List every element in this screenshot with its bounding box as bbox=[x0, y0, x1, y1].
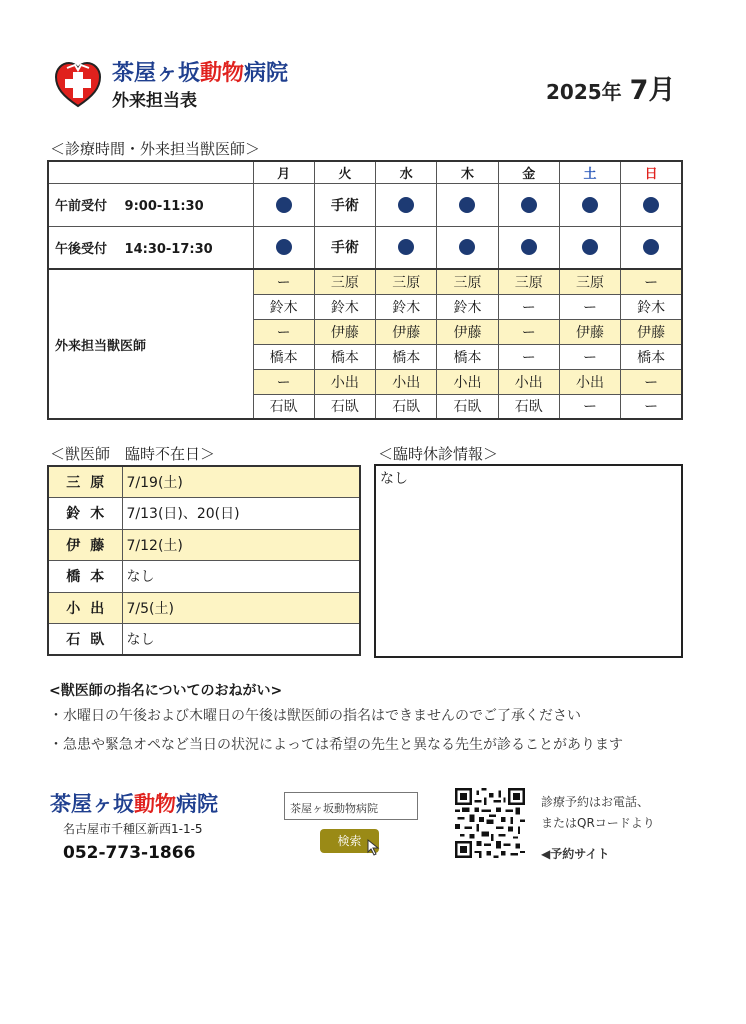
search-button[interactable]: 検索 bbox=[320, 829, 379, 853]
reservation-text: またはQRコードより bbox=[541, 816, 655, 830]
doctor-name: 石臥 bbox=[48, 624, 122, 656]
absence-row bbox=[48, 561, 360, 593]
open-dot-icon bbox=[276, 197, 292, 213]
footer-address: 名古屋市千種区新西1-1-5 bbox=[63, 822, 203, 836]
header-blank bbox=[48, 161, 253, 183]
open-dot-icon bbox=[521, 197, 537, 213]
open-dot-icon bbox=[398, 197, 414, 213]
open-dot-icon bbox=[276, 239, 292, 255]
doctor-cell: 伊藤 bbox=[376, 319, 437, 344]
doctor-cell: ー bbox=[559, 344, 620, 369]
open-dot-icon bbox=[398, 239, 414, 255]
absence-dates: なし bbox=[122, 624, 360, 656]
doctor-cell: 三原 bbox=[376, 269, 437, 294]
doctor-cell: ー bbox=[253, 319, 314, 344]
doctor-cell: 橋本 bbox=[437, 344, 498, 369]
day-header: 月 bbox=[253, 161, 314, 183]
doctor-name: 小出 bbox=[48, 592, 122, 624]
reservation-text: 診療予約はお電話、 bbox=[541, 795, 650, 809]
doctor-cell: 鈴木 bbox=[376, 294, 437, 319]
doctor-cell: 小出 bbox=[437, 369, 498, 394]
doctor-cell: 三原 bbox=[498, 269, 559, 294]
open-dot-icon bbox=[643, 197, 659, 213]
request-title: <獣医師の指名についてのおねがい> bbox=[49, 683, 283, 699]
pointer-cursor-icon bbox=[366, 838, 382, 856]
doctor-cell: 鈴木 bbox=[253, 294, 314, 319]
doctor-cell: 三原 bbox=[437, 269, 498, 294]
day-header: 水 bbox=[376, 161, 437, 183]
session-row-afternoon bbox=[48, 226, 682, 269]
schedule-table bbox=[47, 160, 683, 420]
open-dot-icon bbox=[582, 239, 598, 255]
doctor-cell: 伊藤 bbox=[559, 319, 620, 344]
open-dot-icon bbox=[459, 239, 475, 255]
session-label: 午後受付 14:30-17:30 bbox=[48, 226, 253, 269]
absence-row bbox=[48, 624, 360, 656]
doctor-cell: ー bbox=[559, 394, 620, 419]
absence-row bbox=[48, 592, 360, 624]
doctor-cell: 小出 bbox=[376, 369, 437, 394]
doctor-cell: ー bbox=[253, 269, 314, 294]
request-line: ・急患や緊急オペなど当日の状況によっては希望の先生と異なる先生が診ることがあります bbox=[49, 737, 623, 753]
period-month: 7月 bbox=[629, 75, 676, 106]
day-header-sunday: 日 bbox=[621, 161, 682, 183]
absence-dates: 7/19(土) bbox=[122, 466, 360, 498]
closure-text: なし bbox=[380, 471, 408, 487]
footer-phone: 052-773-1866 bbox=[63, 843, 196, 863]
doctor-cell: ー bbox=[498, 344, 559, 369]
doctor-cell: ー bbox=[498, 319, 559, 344]
doctor-cell: ー bbox=[621, 269, 682, 294]
doctor-cell: 石臥 bbox=[376, 394, 437, 419]
doctor-name: 鈴木 bbox=[48, 498, 122, 530]
session-label: 午前受付 9:00-11:30 bbox=[48, 183, 253, 226]
doctor-cell: ー bbox=[559, 294, 620, 319]
doctor-cell: 伊藤 bbox=[314, 319, 375, 344]
hospital-logo bbox=[53, 60, 103, 108]
doctor-cell: 伊藤 bbox=[437, 319, 498, 344]
doctor-cell: 石臥 bbox=[253, 394, 314, 419]
doctor-cell: 石臥 bbox=[498, 394, 559, 419]
day-header: 金 bbox=[498, 161, 559, 183]
day-header: 火 bbox=[314, 161, 375, 183]
absence-row bbox=[48, 529, 360, 561]
absence-row bbox=[48, 466, 360, 498]
page-subtitle: 外来担当表 bbox=[112, 91, 197, 111]
absence-row bbox=[48, 498, 360, 530]
doctor-row bbox=[48, 269, 682, 294]
request-line: ・水曜日の午後および木曜日の午後は獣医師の指名はできませんのでご了承ください bbox=[49, 708, 581, 724]
reservation-site-link[interactable]: ◀予約サイト bbox=[541, 847, 610, 861]
footer-hospital-name: 茶屋ヶ坂動物病院 bbox=[50, 792, 218, 816]
schedule-section-label: ＜診療時間・外来担当獣医師＞ bbox=[50, 140, 261, 158]
doctor-name: 三原 bbox=[48, 466, 122, 498]
period-year: 2025年 bbox=[546, 80, 622, 104]
doctor-cell: ー bbox=[621, 394, 682, 419]
qr-code-icon[interactable] bbox=[454, 788, 526, 858]
open-dot-icon bbox=[582, 197, 598, 213]
absence-dates: 7/5(土) bbox=[122, 592, 360, 624]
doctor-cell: ー bbox=[621, 369, 682, 394]
absence-dates: なし bbox=[122, 561, 360, 593]
open-dot-icon bbox=[643, 239, 659, 255]
closure-info-box bbox=[374, 464, 683, 658]
doctor-name: 伊藤 bbox=[48, 529, 122, 561]
surgery-cell: 手術 bbox=[314, 226, 375, 269]
absence-dates: 7/13(日)、20(日) bbox=[122, 498, 360, 530]
hospital-name: 茶屋ヶ坂動物病院 bbox=[112, 61, 289, 86]
doctor-cell: 三原 bbox=[559, 269, 620, 294]
absence-table bbox=[47, 465, 361, 656]
open-dot-icon bbox=[459, 197, 475, 213]
doctor-cell: 石臥 bbox=[437, 394, 498, 419]
doctor-cell: 橋本 bbox=[621, 344, 682, 369]
doctors-label: 外来担当獣医師 bbox=[48, 269, 253, 419]
closure-section-label: ＜臨時休診情報＞ bbox=[378, 445, 499, 463]
doctor-cell: ー bbox=[253, 369, 314, 394]
absence-section-label: ＜獣医師 臨時不在日＞ bbox=[50, 445, 216, 463]
doctor-cell: 鈴木 bbox=[437, 294, 498, 319]
doctor-cell: 橋本 bbox=[376, 344, 437, 369]
day-header-saturday: 土 bbox=[559, 161, 620, 183]
open-dot-icon bbox=[521, 239, 537, 255]
schedule-header-row bbox=[48, 161, 682, 183]
session-row-morning bbox=[48, 183, 682, 226]
schedule-period bbox=[546, 68, 675, 107]
doctor-cell: 伊藤 bbox=[621, 319, 682, 344]
absence-dates: 7/12(土) bbox=[122, 529, 360, 561]
doctor-cell: 石臥 bbox=[314, 394, 375, 419]
doctor-cell: ー bbox=[498, 294, 559, 319]
doctor-cell: 橋本 bbox=[314, 344, 375, 369]
day-header: 木 bbox=[437, 161, 498, 183]
doctor-cell: 小出 bbox=[559, 369, 620, 394]
surgery-cell: 手術 bbox=[314, 183, 375, 226]
doctor-name: 橋本 bbox=[48, 561, 122, 593]
doctor-cell: 小出 bbox=[498, 369, 559, 394]
doctor-cell: 橋本 bbox=[253, 344, 314, 369]
doctor-cell: 鈴木 bbox=[314, 294, 375, 319]
doctor-cell: 小出 bbox=[314, 369, 375, 394]
doctor-cell: 鈴木 bbox=[621, 294, 682, 319]
search-input[interactable]: 茶屋ヶ坂動物病院 bbox=[284, 792, 418, 820]
doctor-cell: 三原 bbox=[314, 269, 375, 294]
